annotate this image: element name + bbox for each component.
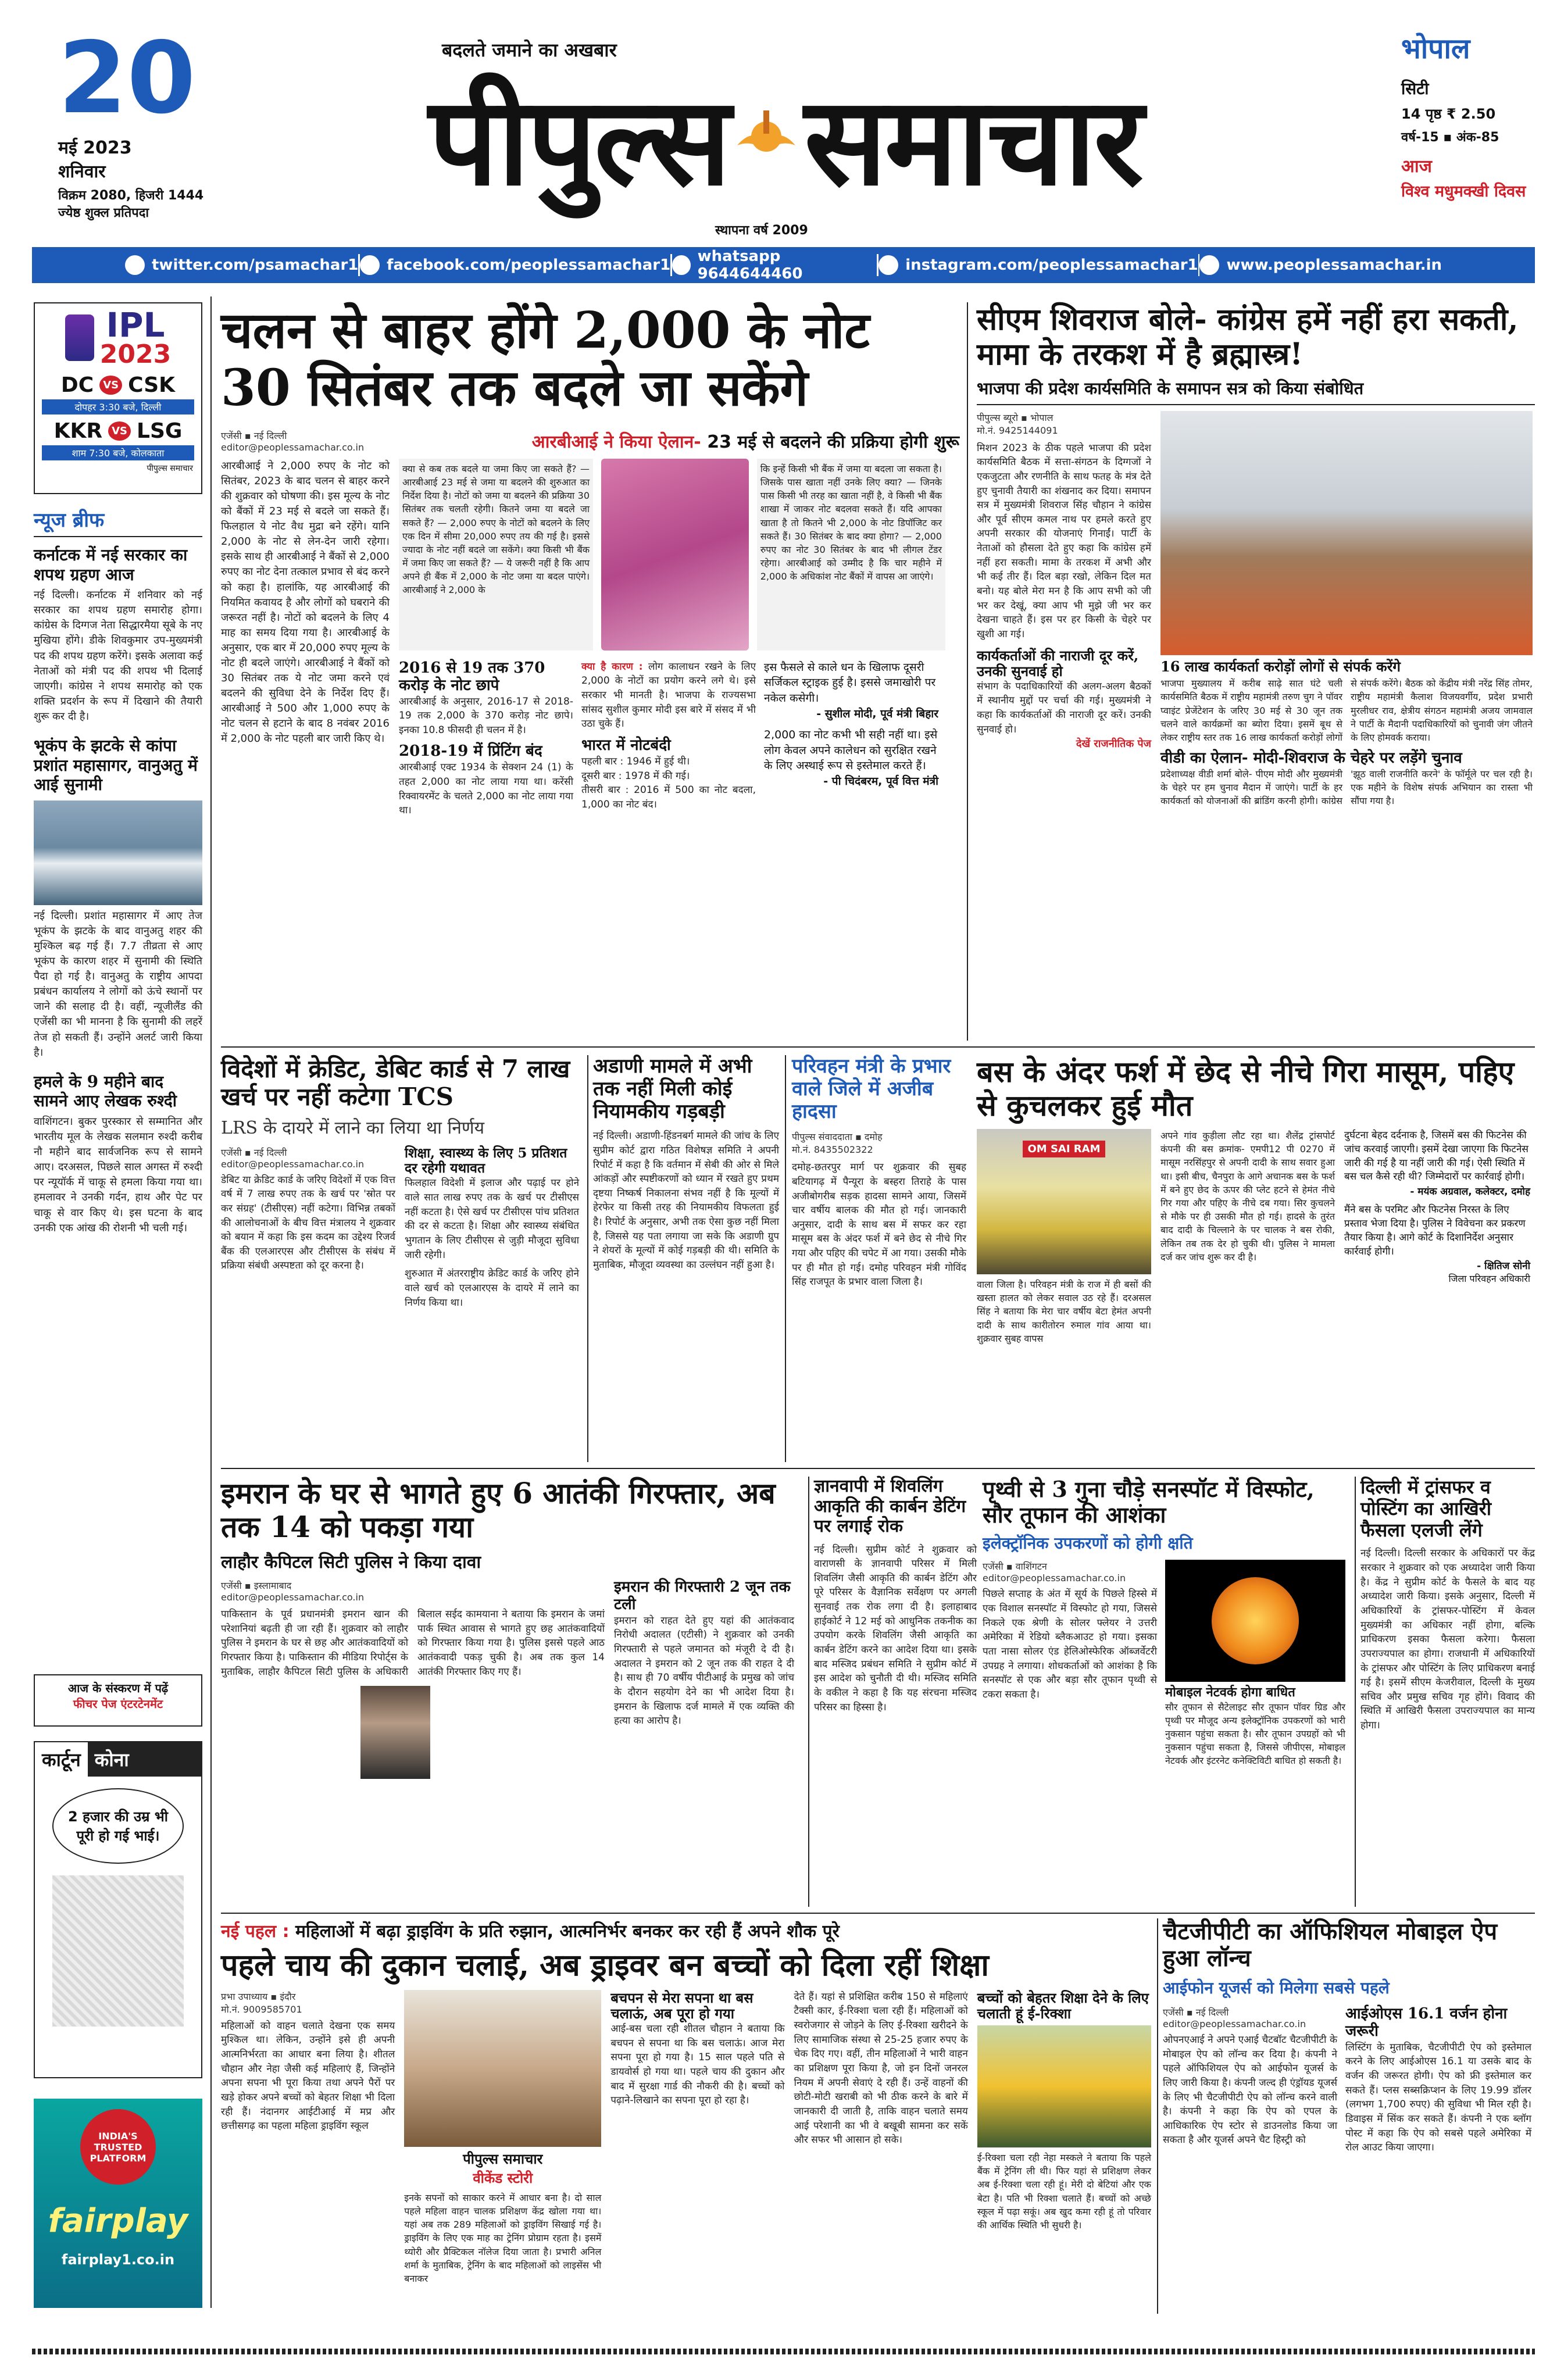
- column-divider: [587, 1055, 588, 1462]
- women-body: महिलाओं को वाहन चलाते देखना एक समय मुश्किल था। लेकिन, उन्होंने इसे ही अपनी आत्मनिर्भरता का आधार बना लिया है। शीतल चौहान और नेहा जैसी कई महिलाएं हैं, जिन्होंने अपना सपना भी पूरा किया तथा अपने पैरों पर खड़े होकर अपने बच्चों को बेहतर शिक्षा भी दिला रही हैं। नंदानगर आईटीआई में मप्र और छत्तीसगढ़ का पहला महिला ड्राइविंग स्कूल: [221, 2020, 395, 2132]
- brief-item-title: भूकंप के झटके से कांपा प्रशांत महासागर, वानुअतु में आई सुनामी: [34, 736, 198, 795]
- sunspot-body: पिछले सप्ताह के अंत में सूर्य के पिछले हिस्से में एक विशाल सनस्पॉट में विस्फोट हो गया, जिससे निकले एक श्रेणी के सोलर फ्लेयर ने उत्तरी अमेरिका में रेडियो ब्लैकआउट हो गया। इसका पता नासा सोलर एंड हेलिओस्फेरिक ऑब्जर्वेटरी उपग्रह ने लगाया। शोधकर्ताओं को आशंका है कि सनस्पॉट से एक और बड़ा सौर तूफान पृथ्वी से टकरा सकता है।: [983, 1588, 1157, 1700]
- transport-headline: परिवहन मंत्री के प्रभार वाले जिले में अजीब हादसा: [792, 1055, 951, 1124]
- edition-block: [1401, 29, 1541, 250]
- sunspot-email: editor@peoplessamachar.co.in: [983, 1573, 1126, 1584]
- facebook-handle: facebook.com/peoplessamachar1: [387, 256, 671, 274]
- facebook-icon: [360, 255, 380, 275]
- date-weekday: शनिवार: [58, 162, 106, 182]
- ad-badge: INDIA'S TRUSTED PLATFORM: [80, 2109, 156, 2185]
- bus-body: अपने गांव कुड़ीला लौट रहा था। शैलेंद्र ट्रांसपोर्ट कंपनी की बस क्रमांक- एमपी12 पी 0270 में मासूम नरसिंहपुर से अपनी दादी के साथ सवार हुआ था। इसी बीच, चैनपुरा के आगे अचानक बस के फर्श में बने हुए छेद के ऊपर की प्लेट हटने से हेमंत नीचे गिर गया और पहिए के नीचे दब गया। सिर कुचलने से मौके पर ही उसकी मौत हो गई। हादसे के तुरंत बाद दादी के चिल्लाने के पर चालक ने बस रोकी, लेकिन तब तक देर हो चुकी थी। पुलिस ने मामला दर्ज कर जांच शुरू कर दी है।: [1160, 1130, 1335, 1263]
- shivraj-body: मिशन 2023 के ठीक पहले भाजपा की प्रदेश कार्यसमिति बैठक में सत्ता-संगठन के दिग्गजों ने एकजुटता और रणनीति के साथ फतह के मंत्र देते हुए चुनावी तैयारी का शंखनाद कर दिया। समापन सत्र में मुख्यमंत्री शिवराज सिंह चौहान ने कांग्रेस और पूर्व सीएम कमल नाथ पर हमले करते हुए अपनी सरकार की योजनाएं गिनाईं। पार्टी के नेताओं को हौसला देते हुए कहा कि कांग्रेस हमें नहीं हरा सकती। मामा के तरकश में अभी और भी कई तीर हैं। दिल बड़ा रखो, लेकिन दिल मत बनो। यह बोले मेरा मन है कि आप सभी को जी भर कर देखूं, क्या आप भी मुझे जी भर कर देखना चाहते हैं। इस पर हर किसी के चेहरे पर खुशी आ गई।: [977, 442, 1151, 640]
- established: स्थापना वर्ष 2009: [715, 223, 808, 238]
- india-item: पहली बार : 1946 में हुई थी।: [581, 755, 690, 767]
- news-brief-heading: न्यूज ब्रीफ: [34, 506, 202, 537]
- lead-strap-red: आरबीआई ने किया ऐलान-: [531, 431, 701, 452]
- delhi-story: [1360, 1477, 1535, 1907]
- lead-story: [221, 302, 959, 1041]
- imran-email: editor@peoplessamachar.co.in: [221, 1592, 365, 1603]
- bus-body-2: वाला जिला है। परिवहन मंत्री के राज में ही बसों की खस्ता हालत को लेकर सवाल उठ रहे हैं। दरअसल सिंह ने बताया कि मेरा चार वर्षीय बेटा हेमंत अपनी दादी के साथ कारीतोरन रुमाल गांव आया था। शुक्रवार सुबह वापस: [977, 1279, 1151, 1344]
- shivraj-sub: भाजपा की प्रदेश कार्यसमिति के समापन सत्र को किया संबोधित: [977, 377, 1535, 405]
- imran-sub: लाहौर कैपिटल सिटी पुलिस ने किया दावा: [221, 1552, 481, 1573]
- brief-item-text: वाशिंगटन। बुकर पुरस्कार से सम्मानित और भारतीय मूल के लेखक सलमान रुश्दी करीब नौ महीने बाद सार्वजनिक रूप से सामने आए। दरअसल, पिछले साल अगस्त में रुश्दी पर न्यूयॉर्क में चाकू से हमला किया गया था। हमलावर ने उनकी गर्दन, हाथ और पेट पर चाकू से वार किए थे। इस घटना के बाद उनकी एक आंख की रोशनी भी चली गई।: [34, 1115, 202, 1234]
- bus-story: [977, 1055, 1535, 1462]
- women-kicker-text: महिलाओं में बढ़ा ड्राइविंग के प्रति रुझान, आत्मनिर्भर बनकर कर रही हैं अपने शौक पूरे: [295, 1921, 840, 1942]
- team-kkr: KKR: [53, 419, 103, 443]
- tcs-body-2: शुरुआत में अंतरराष्ट्रीय क्रेडिट कार्ड के जरिए होने वाले खर्च को एलआरएस के दायरे में लाने का निर्णय किया था।: [405, 1268, 579, 1309]
- fairplay-ad[interactable]: [34, 2099, 202, 2308]
- paper-name: [291, 52, 1279, 221]
- cartoon-label-right: कोना: [88, 1742, 201, 1777]
- sunspot-byline: एजेंसी ▪ वाशिंगटन: [983, 1561, 1047, 1573]
- lead-sub2-title: 2018-19 में प्रिंटिंग बंद: [399, 742, 542, 760]
- chatgpt-headline: चैटजीपीटी का ऑफिशियल मोबाइल ऐप हुआ लॉन्च: [1163, 1918, 1498, 1972]
- brief-item-title: कर्नाटक में नई सरकार का शपथ ग्रहण आज: [34, 545, 188, 584]
- sunspot-headline: पृथ्वी से 3 गुना चौड़े सनस्पॉट में विस्फोट, सौर तूफान की आशंका: [983, 1476, 1315, 1528]
- whatsapp-icon: [672, 255, 691, 275]
- section-divider: [221, 1046, 1535, 1048]
- bus-photo: [977, 1129, 1151, 1274]
- chatgpt-email: editor@peoplessamachar.co.in: [1163, 2018, 1306, 2029]
- shivraj-sub2-body: प्रदेशाध्यक्ष वीडी शर्मा बोले- पीएम मोदी और मुख्यमंत्री के चेहरे पर हम चुनाव मैदान में जाएंगे। पार्टी के हर कार्यकर्ता को योजनाओं की ब्रांडिंग करनी होगी। कांग्रेस 'झूठ वाली राजनीति करने' के फॉर्मूले पर चल रही है। एक महीने के विशेष संपर्क अभियान का रास्ता भी सौंपा गया है।: [1160, 769, 1533, 807]
- gyanvapi-headline: ज्ञानवापी में शिवलिंग आकृति की कार्बन डेटिंग पर लगाई रोक: [814, 1476, 966, 1536]
- lead-sub2-text: आरबीआई एक्ट 1934 के सेक्शन 24 (1) के तहत 2,000 का नोट लाया गया था। करेंसी रिक्वायरमेंट के चलते 2,000 का नोट लाया गया था।: [399, 762, 573, 817]
- shivraj-sub-head: कार्यकर्ताओं की नाराजी दूर करें, उनकी सुनवाई हो: [977, 646, 1139, 680]
- shivraj-byline: पीपुल्स ब्यूरो ▪ भोपाल: [977, 412, 1054, 423]
- tcs-email: editor@peoplessamachar.co.in: [221, 1158, 365, 1170]
- match-2: [35, 419, 201, 443]
- quote-1: इस फैसले से काले धन के खिलाफ दूसरी सर्जिकल स्ट्राइक हुई है। इससे जमाखोरी पर नकेल कसेगी।: [764, 660, 936, 705]
- weekend-label-2: वीकेंड स्टोरी: [473, 2170, 533, 2186]
- bus-sign: OM SAI RAM: [1023, 1141, 1105, 1157]
- paper-name-right: समाचार: [804, 69, 1141, 213]
- cartoon-drawing: [52, 1875, 184, 2027]
- weekend-label-1: पीपुल्स समाचार: [463, 2150, 543, 2167]
- imran-byline: एजेंसी ▪ इस्लामाबाद: [221, 1580, 292, 1591]
- date-day: 20: [58, 21, 196, 136]
- delhi-body: नई दिल्ली। दिल्ली सरकार के अधिकारों पर केंद्र सरकार ने शुक्रवार को एक अध्यादेश जारी किया है। केंद्र ने सुप्रीम कोर्ट के फैसले के बाद यह अध्यादेश जारी किया। इसके अनुसार, दिल्ली में अधिकारियों के ट्रांसफर-पोस्टिंग में केवल मुख्यमंत्री का अधिकार नहीं होगा, बल्कि प्राधिकरण इसका फैसला करेगा। फैसला उपराज्यपाल का होगा। राजधानी में अधिकारियों के ट्रांसफर और पोस्टिंग के लिए प्राधिकरण बनाई गई है। इसमें सीएम केजरीवाल, दिल्ली के मुख्य सचिव और प्रमुख सचिव गृह होंगे। विवाद की स्थिति में आखिरी फैसला उपराज्यपाल का मान्य होगा।: [1360, 1548, 1535, 1732]
- edition-pages-price: 14 पृष्ठ ₹ 2.50: [1401, 106, 1496, 122]
- imran-story: [221, 1477, 802, 1907]
- match-1: [35, 373, 201, 397]
- lead-headline-line2: 30 सितंबर तक बदले जा सकेंगे: [221, 358, 808, 417]
- tcs-sub: LRS के दायरे में लाने का लिया था निर्णय: [221, 1117, 485, 1138]
- quote-2-by: - पी चिदंबरम, पूर्व वित्त मंत्री: [823, 774, 938, 788]
- instagram-link[interactable]: [879, 255, 1198, 275]
- left-column-divider: [210, 296, 212, 2308]
- team-csk: CSK: [128, 373, 176, 397]
- sunspot-caption: सौर तूफान से सैटेलाइट सौर तूफान पॉवर ग्रिड और पृथ्वी पर मौजूद अन्य इलेक्ट्रॉनिक उपकरणों को भारी नुकसान पहुंचा सकता है। सौर तूफान उपग्रहों को भी नुकसान पहुंचा सकता है, जिससे जीपीएस, मोबाइल नेटवर्क और इंटरनेट कनेक्टिविटी बाधित हो सकती है।: [1165, 1701, 1345, 1767]
- chatgpt-sub: आईफोन यूजर्स को मिलेगा सबसे पहले: [1163, 1978, 1390, 1997]
- match-2-time: शाम 7:30 बजे, कोलकाता: [42, 445, 194, 460]
- women-body-2: इनके सपनों को साकार करने में आधार बना है। दो साल पहले महिला वाहन चालक प्रशिक्षण केंद्र खोला गया था। यहां अब तक 289 महिलाओं को ड्राइविंग सिखाई गई है। ड्राइविंग के लिए एक माह का ट्रेनिंग प्रोग्राम रहता है। इसमें थ्योरी और प्रैक्टिकल नॉलेज दिया जाता है। प्रभारी अनिल शर्मा के मुताबिक, ट्रेनिंग के बाद महिलाओं को लाइसेंस भी बनाकर: [404, 2192, 602, 2284]
- shivraj-sub2-head: वीडी का ऐलान- मोदी-शिवराज के चेहरे पर लड़ेंगे चुनाव: [1160, 749, 1462, 767]
- sun-photo: [1165, 1560, 1345, 1682]
- adani-story: [593, 1055, 779, 1462]
- shivraj-credit: देखें राजनीतिक पेज: [1076, 738, 1151, 751]
- lead-headline-line1: चलन से बाहर होंगे 2,000 के नोट: [221, 301, 870, 360]
- vs-icon: VS: [108, 421, 131, 441]
- india-item: दूसरी बार : 1978 में की गई।: [581, 770, 690, 782]
- reason-label: क्या है कारण :: [581, 660, 643, 673]
- lead-sub1-text: आरबीआई के अनुसार, 2016-17 से 2018-19 तक 2,000 के 370 करोड़ नोट छापे। इनका 10.8 फीसदी ही चलन में है।: [399, 695, 573, 736]
- chatgpt-side-body: लिस्टिंग के मुताबिक, चैटजीपीटी ऐप को इस्तेमाल करने के लिए आईओएस 16.1 या उसके बाद के वर्जन की जरूरत होगी। ऐप को फ्री इस्तेमाल कर सकते हैं। प्लस सब्सक्रिप्शन के लिए 19.99 डॉलर (लगभग 1,700 रुपए) की सुविधा भी मिल रही है। डिवाइस में सिंक कर सकते हैं। कंपनी ने एक ब्लॉग पोस्ट में कहा कि ऐप को सबसे पहले अमेरिका में रोल आउट किया जाएगा।: [1345, 2041, 1531, 2154]
- globe-icon: [1199, 255, 1219, 275]
- lead-strap: [532, 429, 959, 453]
- shivraj-event-photo: [1160, 411, 1533, 655]
- women-mobile: मो.नं. 9009585701: [221, 2003, 302, 2015]
- ipl-credit: पीपुल्स समाचार: [147, 464, 193, 473]
- woman-driver-photo: [404, 1990, 601, 2147]
- whatsapp-number: whatsapp 9644644460: [697, 248, 803, 283]
- lead-qa: क्या से कब तक बदले या जमा किए जा सकते हैं? — आरबीआई 23 मई से जमा या बदलने की शुरुआत का निर्देश दिया है। नोटों को जमा या बदलने की प्रक्रिया 30 सितंबर तक चलती रहेगी। कितने जमा या बदले जा सकते हैं? — 2,000 रुपए के नोटों को बदलने के लिए एक दिन में सीमा 20,000 रुपए तय की गई है। इससे ज्यादा के नोट नहीं बदले जा सकेंगे। क्या किसी भी बैंक में जमा किए जा सकते हैं? — ये जरूरी नहीं है कि आप अपने ही बैंक में 2,000 के नोट जमा या बदल पाएंगे। आरबीआई ने 2,000 के: [399, 459, 593, 651]
- brief-item-text: नई दिल्ली। प्रशांत महासागर में आए तेज भूकंप के झटके के बाद वानुअतु शहर की मुश्किल बढ़ गई हैं। 7.7 तीव्रता से आए भूकंप के कारण शहर में सुनामी की स्थिति पैदा हो गई है। वानुअतु के राष्ट्रीय आपदा प्रबंधन कार्यालय ने लोगों को ऊंचे स्थानों पर जाने की सलाह दी है। वहीं, न्यूजीलैंड की एजेंसी का भी मानना है कि सुनामी की लहरें तेज हो सकती हैं। उन्होंने अलर्ट जारी किया है।: [34, 909, 202, 1059]
- column-divider: [1157, 1918, 1158, 2314]
- twitter-icon: [125, 255, 145, 275]
- instagram-icon: [879, 255, 898, 275]
- chatgpt-story: [1163, 1918, 1535, 2314]
- section-divider: [221, 1468, 1535, 1469]
- paper-name-left: पीपुल्स: [428, 69, 729, 213]
- reason-text: लोग कालाधन रखने के लिए 2,000 के नोटों का प्रयोग करने लगे थे। इसे सरकार भी मानती है। भाजपा के राज्यसभा सांसद सुशील कुमार मोदी इस बारे में संसद में भी उठा चुके हैं।: [581, 660, 756, 730]
- footer-rule: [32, 2349, 1535, 2354]
- women-quote-body: आई-बस चला रही शीतल चौहान ने बताया कि बचपन से सपना था कि बस चलाऊं। आज मेरा सपना पूरा हो गया है। 15 साल पहले पति से डायवोर्स हो गया था। पहले चाय की दुकान और बाद में सुरक्षा गार्ड की नौकरी की है। बच्चों को पढ़ाने-लिखाने का सपना पूरा हो रहा है।: [610, 2022, 785, 2107]
- shivraj-photo-caption: 16 लाख कार्यकर्ता करोड़ों लोगों से संपर्क करेंगे: [1160, 657, 1401, 675]
- ipl-logo-icon: [65, 315, 94, 361]
- promo-line1: आज के संस्करण में पढ़ें: [67, 1681, 169, 1695]
- bus-headline: बस के अंदर फर्श में छेद से नीचे गिरा मासूम, पहिए से कुचलकर हुई मौत: [977, 1055, 1515, 1123]
- adani-body: नई दिल्ली। अडाणी-हिंडनबर्ग मामले की जांच के लिए सुप्रीम कोर्ट द्वारा गठित विशेषज्ञ समिति ने अपनी रिपोर्ट में कहा है कि वर्तमान में सेबी की ओर से मिले आंकड़ों और स्पष्टीकरणों को ध्यान में रखते हुए प्रथम दृष्टया निष्कर्ष निकालना संभव नहीं है कि मूल्यों में हेरफेर या किसी तरह की नियामकीय विफलता हुई है। रिपोर्ट के अनुसार, अभी तक ऐसा कुछ नहीं मिला है, जिससे यह पता लगाया जा सके कि अडाणी ग्रुप ने शेयरों के मूल्यों में कोई गड़बड़ी की थी। समिति के मुताबिक, मौजूदा व्यवस्था का उल्लंघन नहीं हुआ है।: [593, 1130, 779, 1271]
- logo-emblem-icon: [734, 105, 798, 169]
- chatgpt-side-head: आईओएस 16.1 वर्जन होना जरूरी: [1345, 2005, 1508, 2040]
- tsunami-photo: [34, 801, 202, 905]
- promo-line2: फीचर पेज एंटरटेनमेंट: [73, 1697, 163, 1711]
- date-block: [58, 21, 209, 238]
- sunspot-sub: इलेक्ट्रॉनिक उपकरणों को होगी क्षति: [983, 1534, 1193, 1553]
- ipl-box: [34, 302, 202, 494]
- women-story: [221, 1918, 1151, 2314]
- bus-quote-2: मैंने बस के परमिट और फिटनेस निरस्त के लिए प्रस्ताव भेजा दिया है। पुलिस ने विवेचना कर प्रकरण तैयार किया है। आगे कोर्ट के दिशानिर्देश अनुसार कार्रवाई होगी।: [1344, 1204, 1526, 1257]
- date-vikram: विक्रम 2080, हिजरी 1444: [58, 188, 204, 203]
- women-body-3: देते हैं। यहां से प्रशिक्षित करीब 150 से महिलाएं टैक्सी कार, ई-रिक्शा चला रही हैं। महिलाओं को स्वरोजगार से जोड़ने के लिए ई-रिक्शा खरीदने के लिए सामाजिक संस्था से 25-25 हजार रुपए के चेक दिए गए। वहीं, तीन महिलाओं ने भारी वाहन का प्रशिक्षण पूरा किया है, जो इन दिनों जनरल नियम में अपनी सेवाएं दे रही हैं। उन्हें वाहनों की छोटी-मोटी खराबी को भी ठीक करने के बारे में जानकारी दी जाती है, ताकि वाहन चलाते समय आई परेशानी का भी वे बखूबी सामना कर सकें और सफर भी आसान हो सके।: [794, 1991, 968, 2146]
- india-item: तीसरी बार : 2016 में 500 का नोट बदला, 1,000 का नोट बंद।: [581, 784, 756, 810]
- transport-body: दमोह-छतरपुर मार्ग पर शुक्रवार की सुबह बटियागढ़ में पैन्यूरा के बस्हरा तिराहे के पास अजीबोगरीब सड़क हादसा सामने आया, जिसमें चार वर्षीय बालक की मौत हो गई। जानकारी अनुसार, दादी के साथ बस में सफर कर रहा मासूम बस के अंदर फर्श में बने छेद से नीचे गिर गया और पहिए की चपेट में आ गया। उसकी मौके पर ही मौत हो गई। दमोह परिवहन मंत्री गोविंद सिंह राजपूत के प्रभार वाला जिला है।: [792, 1162, 966, 1288]
- transport-story: [792, 1055, 966, 1462]
- lead-qa-2: कि इन्हें किसी भी बैंक में जमा या बदला जा सकता है। जिसके पास खाता नहीं उनके लिए क्या? — जिनके पास किसी भी तरह का खाता नहीं है, वे किसी भी बैंक शाखा में जाकर नोट बदलवा सकते हैं। यदि आपका खाता है तो कितने भी 2,000 के नोट डिपॉजिट कर सकते हैं। 30 सितंबर के बाद क्या होगा? — 2,000 रुपए का नोट 30 सितंबर के बाद भी लीगल टेंडर रहेगा। आरबीआई को उम्मीद है कि चार महीने में 2,000 के अधिकांश नोट बैंकों में वापस आ जाएंगे।: [757, 459, 945, 651]
- imran-side-head: इमरान की गिरफ्तारी 2 जून तक टली: [614, 1578, 791, 1613]
- adani-headline: अडाणी मामले में अभी तक नहीं मिली कोई नियामकीय गड़बड़ी: [593, 1055, 752, 1124]
- column-divider: [967, 302, 968, 1041]
- today-label: आज: [1401, 156, 1432, 177]
- brief-item-text: नई दिल्ली। कर्नाटक में शनिवार को नई सरकार का शपथ ग्रहण समारोह होगा। कांग्रेस के दिग्गज नेता सिद्धारमैया सूबे के नए मुखिया होंगे। डीके शिवकुमार उप-मुख्यमंत्री पद की शपथ ग्रहण करेंगे। इसके अलावा कई नेताओं को मंत्री पद की शपथ भी दिलाई जाएगी। कांग्रेस ने शपथ समारोह को एक शक्ति प्रदर्शन के रूप में दिखाने की तैयारी शुरू कर दी है।: [34, 589, 202, 723]
- currency-notes-photo: [601, 459, 749, 651]
- facebook-link[interactable]: [360, 255, 670, 275]
- sunspot-story: [983, 1477, 1349, 1907]
- bus-quote-1-by: - मयंक अग्रवाल, कलेक्टर, दमोह: [1410, 1186, 1530, 1198]
- date-tithi: ज्येष्ठ शुक्ल प्रतिपदा: [58, 206, 149, 220]
- twitter-handle: twitter.com/psamachar1: [152, 256, 359, 274]
- women-quote-head: बचपन से मेरा सपना था बस चलाऊं, अब पूरा हो गया: [610, 1989, 753, 2022]
- erickshaw-body: ई-रिक्शा चला रही नेहा मस्कले ने बताया कि पहले बैंक में ट्रेनिंग ली थी। फिर यहां से प्रशिक्षण लेकर अब ई-रिक्शा चला रही हूं। मेरी दो बेटियां और एक बेटा है। पति भी रिक्शा चलाते हैं। बच्चों को अच्छे स्कूल में पढ़ा सकूं। अब खुद कमा रही हूं तो परिवार की आर्थिक स्थिति भी सुधरी है।: [977, 2152, 1151, 2231]
- imran-body: पाकिस्तान के पूर्व प्रधानमंत्री इमरान खान की परेशानियां बढ़ती ही जा रही हैं। शुक्रवार को लाहौर पुलिस ने इमरान के घर से छह और आतंकवादियों को गिरफ्तार किया है। पाकिस्तान की मीडिया रिपोर्ट्स के मुताबिक, लाहौर कैपिटल सिटी पुलिस के अधिकारी बिलाल सईद कामयाना ने बताया कि इमरान के जमां पार्क स्थित आवास से भागते हुए छह आतंकवादियों को गिरफ्तार किया गया है। पुलिस इससे पहले आठ आतंकवादी पकड़ चुकी है। अब तक कुल 14 आतंकी गिरफ्तार किए गए हैं।: [221, 1609, 605, 1678]
- whatsapp-link[interactable]: [672, 248, 877, 283]
- promo-box[interactable]: [34, 1674, 202, 1727]
- ipl-year: 2023: [99, 340, 172, 369]
- column-divider: [785, 1055, 786, 1462]
- women-headline: पहले चाय की दुकान चलाई, अब ड्राइवर बन बच्चों को दिला रहीं शिक्षा: [221, 1947, 989, 1983]
- delhi-headline: दिल्ली में ट्रांसफर व पोस्टिंग का आखिरी फैसला एलजी लेंगे: [1360, 1476, 1492, 1541]
- shivraj-caption-text: भाजपा मुख्यालय में करीब साढ़े सात घंटे चली कार्यसमिति बैठक में राष्ट्रीय महामंत्री तरुण चुग ने पॉवर प्वाइंट प्रेजेंटेशन के जरिए 30 मई से 30 जून तक चलने वाले कार्यक्रमों का ब्योरा दिया। इसमें बूथ से लेकर राष्ट्रीय स्तर तक 16 लाख कार्यकर्ता करोड़ों लोगों से संपर्क करेंगे। बैठक को केंद्रीय मंत्री नरेंद्र सिंह तोमर, राष्ट्रीय महामंत्री कैलाश विजयवर्गीय, प्रदेश प्रभारी मुरलीधर राव, क्षेत्रीय संगठन महामंत्री अजय जामवाल ने पार्टी के मैदानी पदाधिकारियों को चुनावी जंग जीतने के लिए होमवर्क कराया।: [1160, 678, 1533, 743]
- shivraj-story: [977, 302, 1535, 1041]
- column-divider: [1355, 1477, 1356, 1907]
- gyanvapi-body: नई दिल्ली। सुप्रीम कोर्ट ने शुक्रवार को वाराणसी के ज्ञानवापी परिसर में मिली शिवलिंग जैसी आकृति की कार्बन डेटिंग और पूरे परिसर के वैज्ञानिक सर्वेक्षण पर अगली सुनवाई तक रोक लगा दी है। इलाहाबाद हाईकोर्ट ने 12 मई को आधुनिक तकनीक का उपयोग करके शिवलिंग जैसी आकृति का कार्बन डेटिंग करने का आदेश दिया था। इसके बाद मस्जिद प्रबंधन समिति ने सुप्रीम कोर्ट में इस आदेश को चुनौती दी थी। मस्जिद समिति के वकील ने कहा है कि यह संरचना मस्जिद परिसर का हिस्सा है।: [814, 1543, 977, 1713]
- ad-brand: fairplay: [48, 2202, 188, 2240]
- date-month: मई 2023: [58, 138, 132, 158]
- bus-quote-2-role: जिला परिवहन अधिकारी: [1448, 1273, 1530, 1285]
- tcs-byline: एजेंसी ▪ नई दिल्ली: [221, 1146, 287, 1158]
- lead-strap-rest: 23 मई से बदलने की प्रक्रिया होगी शुरू: [707, 431, 959, 452]
- chatgpt-byline: एजेंसी ▪ नई दिल्ली: [1163, 2007, 1229, 2018]
- team-lsg: LSG: [137, 419, 183, 443]
- sun-icon: [1212, 1577, 1299, 1664]
- women-kicker-red: नई पहल :: [221, 1921, 290, 1942]
- weekend-label: [404, 2149, 601, 2188]
- bus-quote-2-by: - क्षितिज सोनी: [1477, 1260, 1530, 1273]
- transport-mobile: मो.नं. 8435502322: [792, 1144, 873, 1156]
- imran-photo: [360, 1686, 430, 1779]
- shivraj-headline: सीएम शिवराज बोले- कांग्रेस हमें नहीं हरा सकती, मामा के तरकश में है ब्रह्मास्त्र!: [977, 302, 1519, 372]
- twitter-link[interactable]: [125, 255, 358, 275]
- cartoon-bubble: 2 हजार की उम्र भी पूरी हो गई भाई।: [52, 1788, 184, 1864]
- tcs-side-head: शिक्षा, स्वास्थ्य के लिए 5 प्रतिशत दर रहेगी यथावत: [405, 1145, 567, 1177]
- social-bar: [32, 247, 1535, 283]
- brief-item-title: हमले के 9 महीने बाद सामने आए लेखक रुश्दी: [34, 1071, 177, 1111]
- tagline: बदलते जमाने का अखबार: [442, 39, 617, 61]
- chatgpt-body: ओपनएआई ने अपने एआई चैटबॉट चैटजीपीटी के मोबाइल ऐप को लॉन्च कर दिया है। कंपनी ने पहले ऑफिशियल ऐप को आईफोन यूजर्स के लिए जारी किया है। कंपनी जल्द ही एंड्रॉयड यूजर्स के लिए भी चैटजीपीटी ऐप को लॉन्च करने वाली है। कंपनी ने कहा कि ऐप को एपल के आधिकारिक ऐप स्टोर से डाउनलोड किया जा सकता है और यूजर्स अपने चैट हिस्ट्री को: [1163, 2034, 1337, 2146]
- ad-url: fairplay1.co.in: [61, 2252, 175, 2268]
- shivraj-mobile: मो.नं. 9425144091: [977, 424, 1058, 436]
- women-kicker: [221, 1918, 1151, 1942]
- lead-email: editor@peoplessamachar.co.in: [221, 441, 365, 453]
- news-brief: [34, 506, 202, 1645]
- match-1-time: दोपहर 3:30 बजे, दिल्ली: [42, 399, 194, 414]
- team-dc: DC: [60, 373, 94, 397]
- sunspot-caption-head: मोबाइल नेटवर्क होगा बाधित: [1165, 1685, 1295, 1700]
- cartoon-box: [34, 1741, 202, 2078]
- vs-icon: VS: [99, 376, 122, 395]
- today-event: विश्व मधुमक्खी दिवस: [1401, 183, 1526, 201]
- tcs-body: डेबिट या क्रेडिट कार्ड के जरिए विदेशों में एक वित्त वर्ष में 7 लाख रुपए तक के खर्च पर 'स्रोत पर कर संग्रह' (टीसीएस) नहीं कटेगा। विभिन्न तबकों की आलोचनाओं के बीच वित्त मंत्रालय ने शुक्रवार को बयान में कहा कि इस कदम का उद्देश्य रिजर्व बैंक की एलआरएस और टीसीएस के संबंध में प्रक्रिया संबंधी अस्पष्टता को दूर करना है।: [221, 1174, 395, 1272]
- quote-1-by: - सुशील मोदी, पूर्व मंत्री बिहार: [816, 707, 938, 720]
- bus-quote-1: दुर्घटना बेहद दर्दनाक है, जिसमें बस की फिटनेस की जांच करवाई जाएगी। इसमें देखा जाएगा कि फिटनेस जारी की गई है या नहीं जारी की गई। ऐसी स्थिति में बस चल कैसे रही थी? जिम्मेदारों पर कार्रवाई होगी।: [1344, 1130, 1529, 1183]
- imran-headline: इमरान के घर से भागते हुए 6 आतंकी गिरफ्तार, अब तक 14 को पकड़ा गया: [221, 1476, 776, 1544]
- website-link[interactable]: [1199, 255, 1442, 275]
- imran-side-body: इमरान को राहत देते हुए यहां की आतंकवाद निरोधी अदालत (एटीसी) ने शुक्रवार को उनकी गिरफ्तारी से पहले जमानत को मंजूरी दे दी है। अदालत ने इमरान को 2 जून तक की राहत दे दी है। साथ ही 70 वर्षीय पीटीआई के प्रमुख को जांच के दौरान सहयोग देने का भी आदेश दिया है। इमरान के खिलाफ दर्ज मामले में एक व्यक्ति की हत्या का आरोप है।: [614, 1614, 794, 1727]
- transport-byline: पीपुल्स संवाददाता ▪ दमोह: [792, 1131, 883, 1143]
- reason-block: [581, 660, 756, 731]
- lead-byline: एजेंसी ▪ नई दिल्ली: [221, 430, 287, 441]
- cartoon-label-left: कार्टून: [35, 1742, 88, 1777]
- lead-sub1-title: 2016 से 19 तक 370 करोड़ के नोट छापे: [399, 659, 545, 694]
- ipl-title: IPL: [106, 305, 165, 345]
- erickshaw-photo: [977, 2025, 1151, 2147]
- edition-city: भोपाल: [1401, 33, 1470, 65]
- tcs-headline: विदेशों में क्रेडिट, डेबिट कार्ड से 7 लाख खर्च पर नहीं कटेगा TCS: [221, 1055, 570, 1112]
- instagram-handle: instagram.com/peoplessamachar1: [905, 256, 1198, 274]
- website-url: www.peoplessamachar.in: [1226, 256, 1442, 274]
- tcs-story: [221, 1055, 581, 1468]
- edition-issue: वर्ष-15 ▪ अंक-85: [1401, 130, 1499, 145]
- lead-body: आरबीआई ने 2,000 रुपए के नोट को सितंबर, 2023 के बाद चलन से बाहर करने की शुक्रवार को घोषणा की। इस मूल्य के नोट को बैंकों में 23 मई से बदले जा सकते हैं। फिलहाल ये नोट वैध मुद्रा बने रहेंगे। यानि 2,000 के नोट से लेन-देन जारी रहेगा। इसके साथ ही आरबीआई ने बैंकों से 2,000 रुपए का नोट देना तत्काल प्रभाव से बंद करने को कहा है। हालांकि, यह आरबीआई की नियमित कवायद है और लोगों को घबराने की जरूरत नहीं है। नोटों को बदलने के लिए 4 माह का समय दिया गया है। आरबीआई के अनुसार, एक बार में 20,000 रुपए मूल्य के नोट ही बदले जाएंगे। आरबीआई ने बैंकों को 30 सितंबर तक ये नोट जमा करने एवं बदलने की सुविधा देने के निर्देश दिए हैं। आरबीआई ने 500 और 1,000 रुपए के नोट चलन से हटाने के बाद 8 नवंबर 2016 में 2,000 के नोट पहली बार जारी किए थे।: [221, 459, 390, 745]
- quote-2: 2,000 का नोट कभी भी सही नहीं था। इसे लोग केवल अपने कालेधन को सुरक्षित रखने के लिए अस्थाई रूप से इस्तेमाल करते हैं।: [764, 728, 938, 773]
- india-demonetisation-title: भारत में नोटबंदी: [581, 736, 671, 754]
- tcs-side-body: फिलहाल विदेशी में इलाज और पढ़ाई पर होने वाले सात लाख रुपए तक के खर्च पर टीसीएस नहीं कटता है। ऐसे खर्च पर टीसीएस पांच प्रतिशत की दर से कटता है। शिक्षा और स्वास्थ्य संबंधित भुगतान के लिए टीसीएस से जुड़ी मौजूदा सुविधा जारी रहेगी।: [405, 1177, 579, 1261]
- women-byline: प्रभा उपाध्याय ▪ इंदौर: [221, 1991, 296, 2002]
- gyanvapi-story: [814, 1477, 977, 1907]
- column-divider: [808, 1477, 809, 1907]
- edition-type: सिटी: [1401, 79, 1429, 98]
- shivraj-sub-body: संभाग के पदाधिकारियों की अलग-अलग बैठकों में स्थानीय मुद्दों पर चर्चा की गई। मुख्यमंत्री ने कहा कि कार्यकर्ताओं की नाराजी दूर करें। उनकी सुनवाई हो।: [977, 680, 1151, 735]
- erickshaw-head: बच्चों को बेहतर शिक्षा देने के लिए चलाती हूं ई-रिक्शा: [977, 1989, 1149, 2022]
- section-divider: [221, 1913, 1535, 1914]
